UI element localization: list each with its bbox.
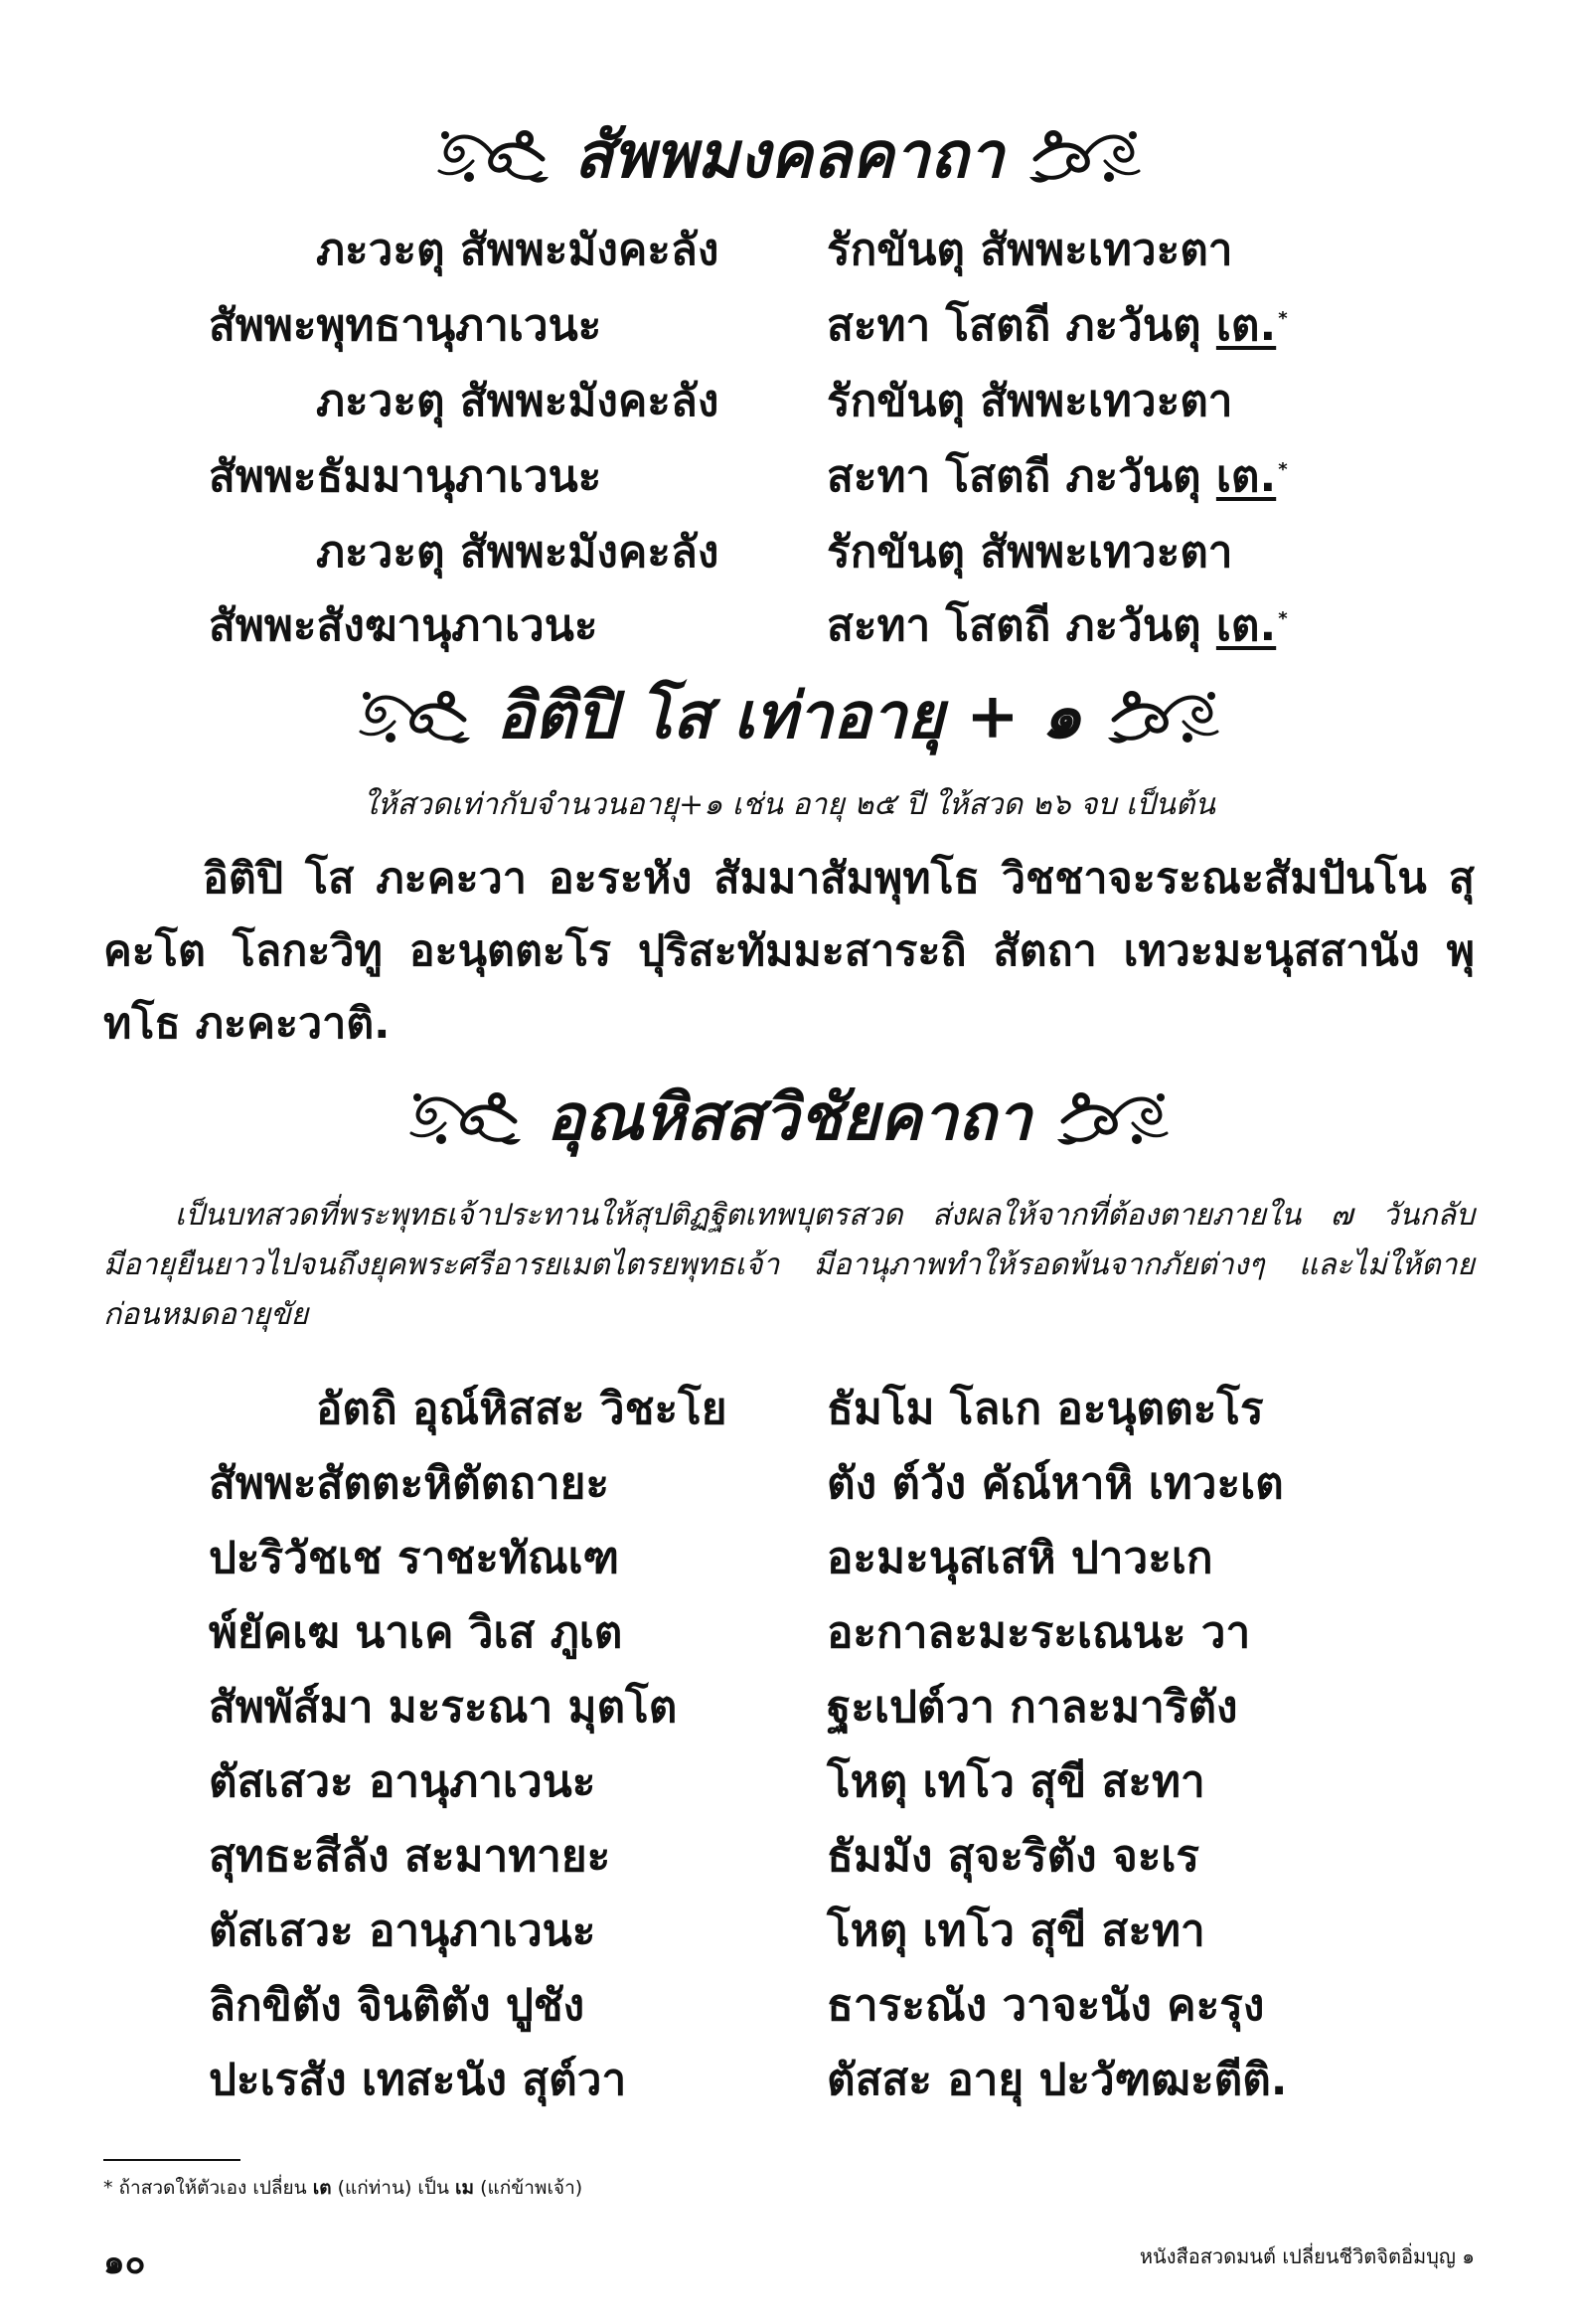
verse-right-text: สะทา โสตถี ภะวันตุ: [827, 300, 1201, 351]
verse-left: ภะวะตุ สัพพะมังคะลัง: [316, 376, 719, 426]
footnote-marker: *: [103, 2177, 113, 2199]
verse-right: รักขันตุ สัพพะเทวะตา: [827, 527, 1233, 578]
verse-right: ตัสสะ อายุ ปะวัฑฒะตีติ.: [827, 2055, 1288, 2105]
footnote-text: (แก่ข้าพเจ้า): [480, 2177, 583, 2199]
floral-ornament-left-icon: [405, 1083, 525, 1153]
verse-right: [827, 451, 1288, 502]
itipiso-chant-paragraph: อิติปิ โส ภะคะวา อะระหัง สัมมาสัมพุทโธ วิชชาจะระณะสัมปันโน สุคะโต โลกะวิทู อะนุตตะโร ปุริสะทัมมะสาระถิ สัตถา เทวะมะนุสสานัง พุทโธ ภะคะวาติ.: [103, 854, 1475, 1049]
verse-right: [827, 600, 1288, 651]
section-title: สัพพมงคลคาถา: [573, 118, 1005, 193]
verse-right-text: สะทา โสตถี ภะวันตุ: [827, 600, 1201, 651]
verse-right-text: สะทา โสตถี ภะวันตุ: [827, 451, 1201, 502]
verse-right: ธาระณัง วาจะนัง คะรุง: [827, 1980, 1265, 2031]
verse-right: ฐะเปต์วา กาละมาริตัง: [827, 1682, 1238, 1733]
verse-right: ธัมมัง สุจะริตัง จะเร: [827, 1831, 1200, 1882]
verse-left: ปะเรสัง เทสะนัง สุต์วา: [209, 2055, 627, 2105]
footnote-text: ถ้าสวดให้ตัวเอง เปลี่ยน: [118, 2177, 307, 2199]
footnote-marker: *: [1278, 308, 1288, 330]
verse-right: ตัง ต์วัง คัณ์หาหิ เทวะเต: [827, 1458, 1284, 1509]
floral-ornament-left-icon: [433, 121, 552, 191]
section-heading-itipiso: [0, 679, 1578, 753]
underlined-word: เต.: [1215, 300, 1277, 351]
verse-left: อัตถิ อุณ์หิสสะ วิชะโย: [316, 1384, 727, 1434]
floral-ornament-right-icon: [1026, 121, 1145, 191]
verse-left: สัพพะพุทธานุภาเวนะ: [209, 300, 602, 351]
verse-left: ลิกขิตัง จินติตัง ปูชัง: [209, 1980, 585, 2031]
verse-right: [827, 300, 1288, 351]
footnote-text: (แก่ท่าน) เป็น: [337, 2177, 449, 2199]
instruction-text: ให้สวดเท่ากับจำนวนอายุ+๑ เช่น อายุ ๒๕ ปี ให้สวด ๒๖ จบ เป็นต้น: [363, 787, 1215, 822]
verse-right: รักขันตุ สัพพะเทวะตา: [827, 225, 1233, 275]
underlined-word: เต.: [1215, 600, 1277, 651]
verse-left: ภะวะตุ สัพพะมังคะลัง: [316, 527, 719, 578]
verse-left: พ์ยัคเฆ นาเค วิเส ภูเต: [209, 1607, 623, 1658]
running-footer: หนังสือสวดมนต์ เปลี่ยนชีวิตจิตอิ่มบุญ ๑: [1139, 2244, 1475, 2268]
verse-left: ภะวะตุ สัพพะมังคะลัง: [316, 225, 719, 275]
section-title: อุณหิสสวิชัยคาถา: [546, 1080, 1032, 1155]
footnote: [103, 2173, 582, 2203]
verse-right: ธัมโม โลเก อะนุตตะโร: [827, 1384, 1264, 1434]
verse-left: สัพพัส์มา มะระณา มุตโต: [209, 1682, 678, 1733]
footnote-marker: *: [1278, 459, 1288, 481]
verse-left: สุทธะสีลัง สะมาทายะ: [209, 1831, 611, 1882]
verse-left: สัพพะธัมมานุภาเวนะ: [209, 451, 602, 502]
verse-left: สัพพะสัตตะหิตัตถายะ: [209, 1458, 610, 1509]
section-description: เป็นบทสวดที่พระพุทธเจ้าประทานให้สุปติฏฐิตเทพบุตรสวด ส่งผลให้จากที่ต้องตายภายใน ๗ วันกลับมีอายุยืนยาวไปจนถึงยุคพระศรีอารยเมตไตรยพุทธเจ้า มีอานุภาพทำให้รอดพ้นจากภัยต่างๆ และไม่ให้ตายก่อนหมดอายุขัย: [103, 1198, 1475, 1332]
verse-left: ตัสเสวะ อานุภาเวนะ: [209, 1756, 596, 1807]
floral-ornament-right-icon: [1053, 1083, 1173, 1153]
verse-left: สัพพะสังฆานุภาเวนะ: [209, 600, 598, 651]
section-title: อิติปิ โส เท่าอายุ + ๑: [496, 679, 1082, 753]
footnote-divider: [103, 2159, 240, 2161]
section-heading-sabba-mongkhon: [0, 118, 1578, 193]
verse-right: โหตุ เทโว สุขี สะทา: [827, 1906, 1205, 1956]
verse-left: ตัสเสวะ อานุภาเวนะ: [209, 1906, 596, 1956]
floral-ornament-right-icon: [1104, 682, 1223, 751]
underlined-word: เต.: [1215, 451, 1277, 502]
verse-right: รักขันตุ สัพพะเทวะตา: [827, 376, 1233, 426]
verse-right: อะกาละมะระเณนะ วา: [827, 1607, 1251, 1658]
page-number: ๑๐: [103, 2242, 146, 2282]
verse-right: อะมะนุสเสหิ ปาวะเก: [827, 1533, 1213, 1583]
footnote-word: เต: [312, 2177, 332, 2199]
floral-ornament-left-icon: [355, 682, 474, 751]
verse-left: ปะริวัชเช ราชะทัณเฑ: [209, 1533, 620, 1583]
footnote-word: เม: [455, 2177, 475, 2199]
verse-right: โหตุ เทโว สุขี สะทา: [827, 1756, 1205, 1807]
footnote-marker: *: [1278, 608, 1288, 630]
section-heading-unhisa-vijaya: [0, 1080, 1578, 1155]
